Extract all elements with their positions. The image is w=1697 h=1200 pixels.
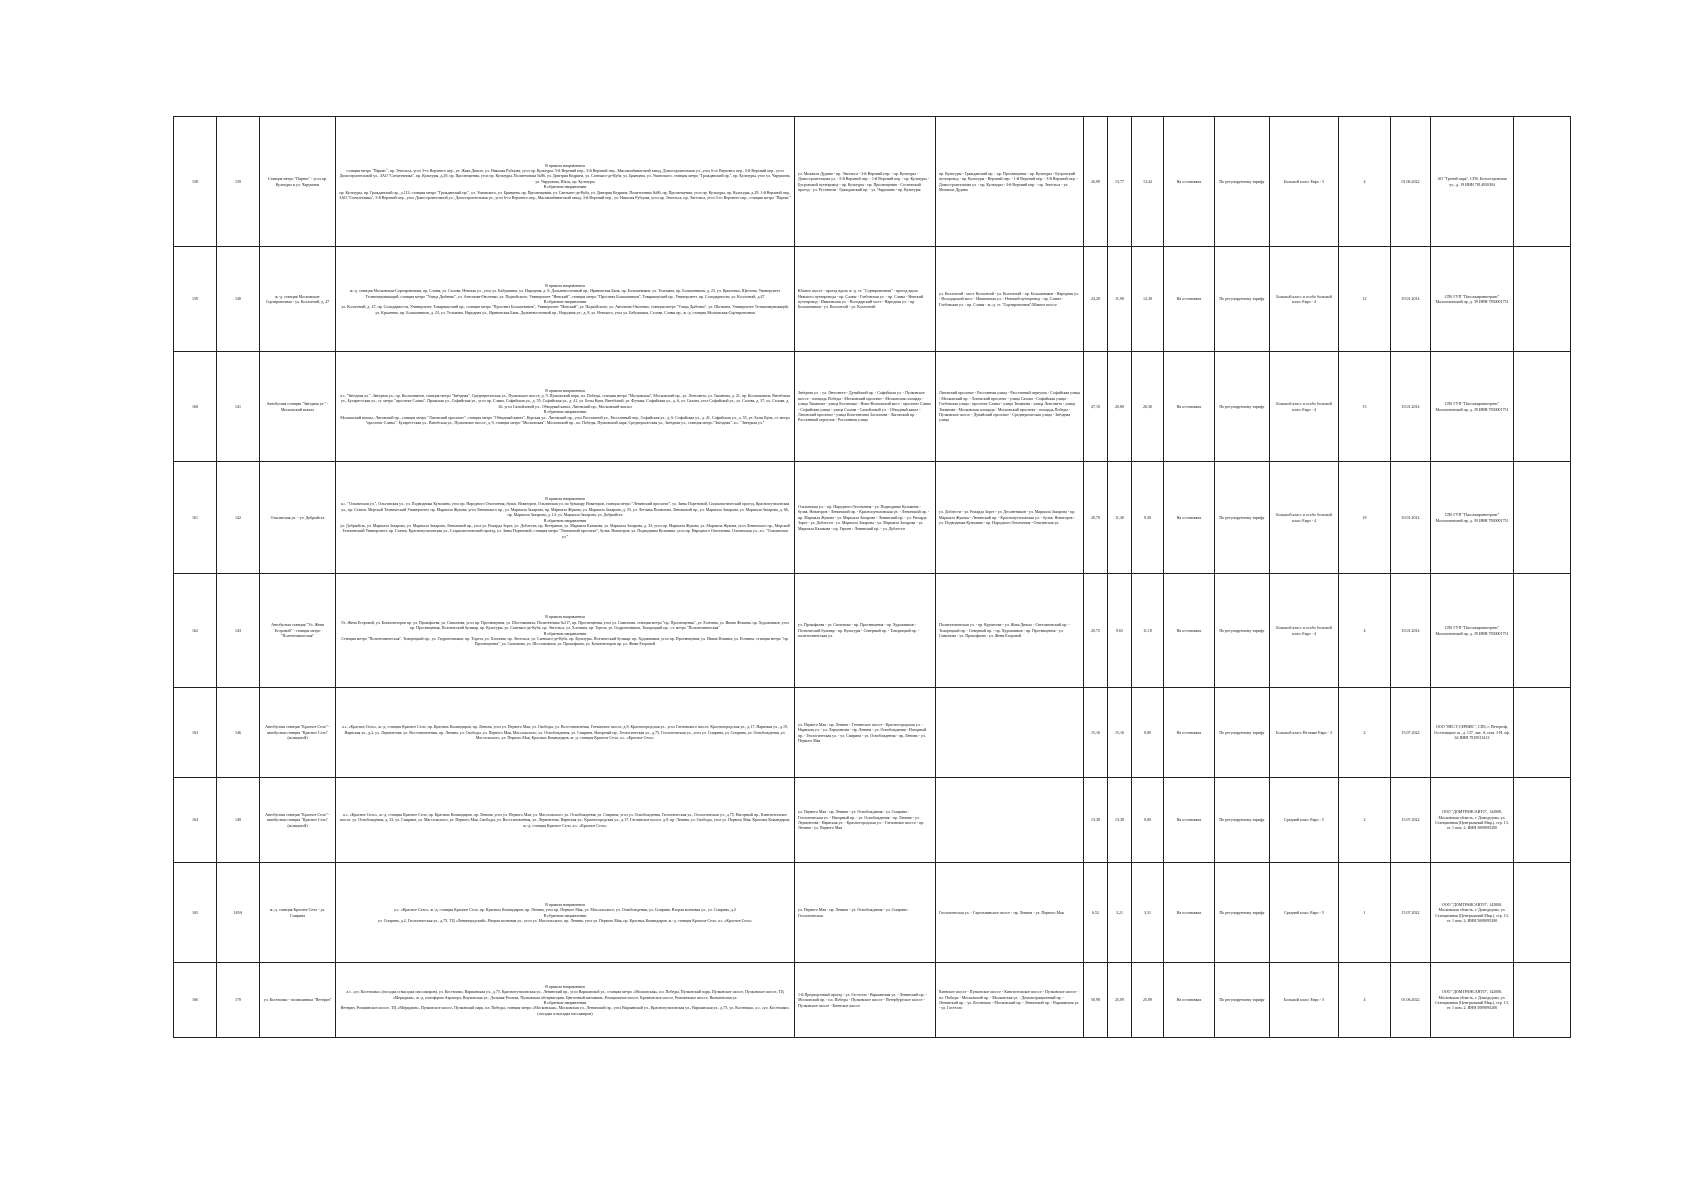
cell-streets-back: Лиговский проспект - Расстанная улица - Расстанный переулок - Софийская улица - Московский пр. - Лиговский проспект - улица Салова - Софийская улица - Глебовская улица - проспект Славы - улица Типанова - улица Ленсовета - улица Типанова - Московская площадь - Московский проспект - площадь Победы - Пулковское шоссе - Дунайский проспект - Среднерогатская улица - Звёздная улица (936, 352, 1084, 462)
cell-name: ж.-д. станция Красное Село - ул. Спирина (260, 863, 336, 963)
cell-len-back: 26,30 (1132, 352, 1164, 462)
route-register-table (173, 116, 1571, 1038)
cell-extra (1514, 247, 1571, 352)
cell-len-fwd: 9,65 (1108, 574, 1132, 688)
cell-len: 13,38 (1084, 778, 1108, 863)
cell-date: 10.01.2014 (1391, 574, 1431, 688)
cell-path: а.с. «Красное Село», ж.-д. станция Красное Село, пр. Красных Командиров, пр. Ленина, угол ул. Первого Мая, ул. Массальского, ул. Освобождения, ул. Спирина, угол ул. Освобождения, Геологическая ул., Геологическая ул., д.75, Нагорный пр., Кингисеппское шоссе, ул. Освобождения, д. 33, ул. Спирина, ул. Массальского, ул. Первого Мая, Свободы, ул. Восстановления, ул. Лермонтова, Нарвская ул., Красногородская ул., д.17, Гатчинское шоссе, д.9, пр. Ленина, ул. Свободы, угол ул. Первого Мая, Красных Командиров, ж.-д. станция Красное Село, а.с. «Красное Село» (336, 778, 795, 863)
cell-class: Большой класс Не ниже Евро - 3 (1270, 688, 1339, 778)
cell-count: 15 (1339, 352, 1391, 462)
cell-date: 10.01.2014 (1391, 352, 1431, 462)
cell-class: Большой класс Евро - 5 (1270, 117, 1339, 247)
cell-class: Большой класс и особо большой класс Евро - 4 (1270, 574, 1339, 688)
table-row (174, 247, 1571, 352)
cell-extra (1514, 963, 1571, 1038)
table-body (174, 117, 1571, 1038)
cell-len: 24,20 (1084, 247, 1108, 352)
cell-streets-back (936, 778, 1084, 863)
cell-date: 15.07.2022 (1391, 863, 1431, 963)
cell-streets-fwd: Звёздная ул. - ул. Ленсовета - Дунайский пр. - Софийская ул. - Пулковское шоссе - площадь Победы - Московский проспект - Московская площадь - улица Типанова - улица Костюшко - Ново-Волковский мост - проспект Славы - Софийская улица - улица Салова - Самойловой ул. - Обводный канал - Лиговский проспект - улица Константина Заслонова - Лиговский пр. - Расстанный переулок - Расстанная улица (795, 352, 936, 462)
cell-class: Средний класс Евро - 5 (1270, 778, 1339, 863)
cell-class: Средний класс Евро - 5 (1270, 863, 1339, 963)
cell-name: Автобусная станция "Звёздная ул." - Московский вокзал (260, 352, 336, 462)
cell-class: Большой класс Евро - 5 (1270, 963, 1339, 1038)
cell-carrier: ООО "ДОМТРАНСАВТО", 142000, Московская область, г. Домодедово, ул. Станционная (Центральный Мкр.), стр. 13, эт. 1 пом. 2, ИНН 5009095200 (1431, 778, 1514, 863)
cell-count: 19 (1339, 462, 1391, 574)
cell-streets-fwd: 1-й Предпортовый проезд - ул. Гастелло - Варшавская ул. - Ленинский пр. - Московский пр. - пл. Победы - Пулковское шоссе - Петербургское шоссе - Пулковское шоссе - Киевское шоссе (795, 963, 936, 1038)
cell-path: В прямом направлении а.с. «ул. Костюшко» (посадка и высадка пассажиров), ул. Костюшко, Варшавская ул., д.75, Краснопутиловская ул., Ленинский пр., угол Варшавской ул., станция метро «Московская», пл. Победы, Пулковский парк, Пулковское шоссе, Пулковское шоссе, ТЦ «Меридиан», ж.-д. платформа Аэропорт, Внуковская ул., Дальняя Рогатка, Пулковская обсерватория, Цветочный питомник, Ротационное шоссе, Кргановское шоссе, Ропшинское шоссе, Вильненская ул. В обратном направлении Ветеран, Ропшинское шоссе, ТЦ «Меридиан», Пулковское шоссе, Пулковский парк, пл. Победы, станция метро «Московская», Московская ул., Ленинский пр., угол Варшавской ул., Краснопутиловская ул., Варшавская ул., д.75, ул. Костюшко, а.с. «ул. Костюшко» (посадка и высадка пассажиров) (336, 963, 795, 1038)
cell-reg: 139 (217, 117, 260, 247)
cell-num: 163 (174, 688, 217, 778)
cell-date: 15.07.2022 (1391, 778, 1431, 863)
cell-extra (1514, 688, 1571, 778)
cell-len-back: 0,00 (1132, 688, 1164, 778)
cell-num: 162 (174, 574, 217, 688)
cell-len: 26,90 (1084, 117, 1108, 247)
cell-boarding: На остановках (1164, 462, 1215, 574)
table-row (174, 778, 1571, 863)
table-row (174, 352, 1571, 462)
table-row (174, 117, 1571, 247)
cell-mode: По регулируемому тарифу (1215, 863, 1270, 963)
cell-boarding: На остановках (1164, 247, 1215, 352)
cell-reg: 146 (217, 688, 260, 778)
cell-mode: По регулируемому тарифу (1215, 117, 1270, 247)
cell-len: 50,98 (1084, 963, 1108, 1038)
cell-len-back: 25,89 (1132, 963, 1164, 1038)
cell-boarding: На остановках (1164, 117, 1215, 247)
cell-reg: 143 (217, 574, 260, 688)
cell-carrier: СПб ГУП "Пассажиравтотранс" Малоохтинский пр. д. 39 ИНН 7830001751 (1431, 352, 1514, 462)
cell-len-fwd: 20,80 (1108, 352, 1132, 462)
cell-carrier: ООО "ДОМТРАНСАВТО", 142000, Московская область, г. Домодедово, ул. Станционная (Центральный Мкр.), стр. 13, эт. 1 пом. 2, ИНН 5009095200 (1431, 963, 1514, 1038)
cell-len-back: 13,42 (1132, 117, 1164, 247)
cell-num: 159 (174, 247, 217, 352)
cell-count: 2 (1339, 688, 1391, 778)
cell-carrier: ООО "ДОМТРАНСАВТО", 142000, Московская область, г. Домодедово, ул. Станционная (Центральный Мкр.), стр. 13, эт. 1 пом. 2, ИНН 5009095200 (1431, 863, 1514, 963)
cell-streets-back: ул. Доблести - ул. Рихарда Зорге - ул. Десантников - ул. Маршала Захарова - пр. Маршала Жукова - Ленинский пр. - Краснопутиловская ул. - бульв. Новаторов - ул. Подводника Кузьмина - пр. Народного Ополчения - Ольгинская ул. (936, 462, 1084, 574)
cell-name: ул. Костюшко - поликлиника "Ветеран" (260, 963, 336, 1038)
cell-len-fwd: 25,09 (1108, 963, 1132, 1038)
cell-count: 2 (1339, 778, 1391, 863)
cell-mode: По регулируемому тарифу (1215, 778, 1270, 863)
cell-name: Станция метро "Парнас" - угол пр. Культуры и ул. Чарушина (260, 117, 336, 247)
cell-len-fwd: 13,38 (1108, 778, 1132, 863)
cell-name: Автобусная станция "Красное Село" - автобусная станция "Красное Село" (кольцевой) (260, 688, 336, 778)
cell-mode: По регулируемому тарифу (1215, 247, 1270, 352)
cell-len: 6,52 (1084, 863, 1108, 963)
cell-streets-fwd: ул. Первого Мая - пр. Ленина - ул. Освобождения - ул. Спирина - Геологическая ул. - Нагорный пр. - ул. Освобождения - пр. Ленина - ул. Лермонтова - Нарвская ул. - Красногородская ул. - Гатчинское шоссе - пр. Ленина - ул. Первого Мая (795, 778, 936, 863)
cell-boarding: На остановках (1164, 352, 1215, 462)
table-row (174, 963, 1571, 1038)
cell-path: В прямом направлении а.с. "Ольгинская ул.", Ольгинская ул., ул. Подводника Кузьмина, угол пр. Народного Ополчения, бульв. Новаторов, Ольгинская ул. по бульвару Новаторов, станция метро "Ленинский проспект", ул. Зины Портновой, Социалистический проезд, Краснопутиловская ул., пр. Стачек, Морской Технический Университет, пр. Маршала Жукова, угол Ленинского пр., ул. Маршала Захарова, пр. Маршала Жукова, ул. Маршала Захарова, д. 33, ул. Летчика Пилютова, Ленинский пр., ул. Маршала Захарова, ул. Маршала Захарова, д. 66, пр. Маршала Захарова, д. 14, ул. Маршала Захарова, ул. Добрыйсть В обратном направлении ул. Добрыйсть, ул. Маршала Захарова, ул. Маршала Захарова, Ленинский пр., угол ул. Рихарда Зорге, ул. Доблести, пр. Ветеранов, ул. Маршала Казакова, ул. Маршала Захарова, д. 33, угол пр. Маршала Жукова, ул. Маршала Жукова, угол Ленинского пр., Морской Технический Университет, пр. Стачек, Краснопутиловская ул., Социалистический проезд, ул. Зины Портновой, станция метро "Ленинский проспект", бульв. Новаторов, ул. Подводника Кузьмина, угол пр. Народного Ополчения, Ольгинская ул., а.с. "Ольгинская ул." (336, 462, 795, 574)
cell-extra (1514, 352, 1571, 462)
cell-len: 20,70 (1084, 462, 1108, 574)
cell-mode: По регулируемому тарифу (1215, 963, 1270, 1038)
cell-carrier: СПб ГУП "Пассажиравтотранс" Малоохтинский пр. д. 39 ИНН 7830001751 (1431, 574, 1514, 688)
cell-boarding: На остановках (1164, 688, 1215, 778)
cell-streets-back (936, 688, 1084, 778)
cell-streets-back: ул. Коллонтай - мост Коллонтай - ул. Коллонтай - пр. Большевиков - Народная ул. - Володарский мост - Ивановская ул. - Невский путепровод - пр. Славы - Глебовская ул. - пр. Славы - ж.-д. ст. "Сортировочная"/Южное шоссе (936, 247, 1084, 352)
cell-extra (1514, 863, 1571, 963)
cell-mode: По регулируемому тарифу (1215, 688, 1270, 778)
table-row (174, 574, 1571, 688)
cell-extra (1514, 117, 1571, 247)
cell-streets-back: Геологическая ул. - Стрельнинское шоссе - пр. Ленина - ул. Первого Мая (936, 863, 1084, 963)
cell-streets-fwd: ул. Первого Мая - пр. Ленина - ул. Освобождения - ул. Спирина - Геологическая (795, 863, 936, 963)
cell-date: 10.01.2014 (1391, 247, 1431, 352)
cell-boarding: На остановках (1164, 574, 1215, 688)
cell-class: Большой класс и особо большой класс Евро - 4 (1270, 247, 1339, 352)
cell-len: 15,16 (1084, 688, 1108, 778)
cell-date: 01.06.2022 (1391, 117, 1431, 247)
cell-class: Большой класс и особо большой класс Евро - 4 (1270, 352, 1339, 462)
cell-carrier: АО "Третий парк", СПб, Белоостровская ул., д. 19 ИНН 7814030304 (1431, 117, 1514, 247)
cell-len-back: 9,30 (1132, 462, 1164, 574)
cell-streets-fwd: ул. Первого Мая - пр. Ленина - Гатчинское шоссе - Красногородская ул. - Нарвская ул. - ул. Лермонтова - пр. Ленина - ул. Освобождения - Нагорный пр. - Геологическая ул. - ул. Спирина - ул. Освобождения - пр. Ленина - ул. Первого Мая (795, 688, 936, 778)
cell-count: 12 (1339, 247, 1391, 352)
cell-path: В прямом направлении ж.-д. станция Московская-Сортировочная, пр. Славы, ул. Салова, Невская ул., угол ул. Бабушкина, ул. Народная, д. 8, Дальневосточный пр., Ириновская Банк, пр. Большевиков, ул. Тельмана, пр. Большевиков, д. 23, ул. Крыленко, Щеглова, Университет Телекоммуникаций, станция метро "Улица Дыбенко", ул. Антонова-Овсеенко, ул. Подвойского, Университет "Невский", станция метро "Проспект Большевиков", Товарищеский пр., Университет, пр. Солидарности, ул. Коллонтай, д.47 В обратном направлении ул. Коллонтай, д. 47, пр. Солидарности, Университет, Товарищеский пр., станция метро "Проспект Большевиков", Университет "Невский", ул. Подвойского, ул. Антонова-Овсеенко, станция метро "Улица Дыбенко", ул. Шотмана, Университет Телекоммуникаций, ул. Крыленко, пр. Большевиков, д. 23, ул. Тельмана, Народная ул., Ириновская Банк, Дальневосточный пр., Народная ул., д. 8, ул. Невского, угол ул. Бабушкина, Салова, Славы пр., ж.-д. станция Московская-Сортировочная (336, 247, 795, 352)
cell-len-back: 11,10 (1132, 574, 1164, 688)
cell-date: 10.01.2014 (1391, 462, 1431, 574)
cell-reg: 149 (217, 778, 260, 863)
cell-reg: 141 (217, 352, 260, 462)
cell-num: 161 (174, 462, 217, 574)
cell-num: 158 (174, 117, 217, 247)
cell-len-back: 0,00 (1132, 778, 1164, 863)
cell-name: Автобусная станция "Ул. Жени Егоровой" - станция метро "Политехническая" (260, 574, 336, 688)
cell-count: 1 (1339, 863, 1391, 963)
cell-streets-fwd: ул. Михаила Дудина - пр. Энгельса - 3-й Верхний пер. - пр. Культуры - Домостроительная ул. - 5-й Верхний пер. - 1-й Верхний пер. - пр. Культуры - Бугровский путепровод - пр. Культуры - пр. Просвещения - Сосновский проезд - ул. Руставели - Гражданский пр. - ул. Чарушина - пр. Культуры (795, 117, 936, 247)
cell-carrier: СПб ГУП "Пассажиравтотранс" Малоохтинский пр. д. 39 ИНН 7830001751 (1431, 247, 1514, 352)
cell-streets-back: Киевское шоссе - Пулковское шоссе - Кингисеппское шоссе - Пулковское шоссе - пл. Победы - Московский пр. - Московская ул. - Демонстрационный пр. - Ленинский пр. - ул. Костюшко - Московский пр. - Ленинский пр. - Варшавская ул. - ул. Гастелло (936, 963, 1084, 1038)
cell-reg: 140 (217, 247, 260, 352)
cell-extra (1514, 462, 1571, 574)
cell-path: В прямом направлении станция метро "Парнас", пр. Энгельса, угол 3-го Верхнего пер., ул. Жака Дюкло, ул. Николая Рубцова, угол пр. Культуры, 5-й Верхний пер., 3-й Верхний пер., Мясокомбинатский завод, Домостроительная ул., угол 6-го Верхнего пер., 5-й Верхний пер., угол Домостроительной ул., ЗАО "Спецтехника", пр. Культуры, д.29, пр. Просвещения, угол пр. Культуры, Политехника №86, ул. Дмитрия Кедрина, ул. Сантьяго-де-Куба, ул. Брянцева, ул. Ушинского, станция метро "Гражданский пр.", пр. Культуры, угол ул. Чарушина, ул. Чарушина, Шаль, пр. Культуры В обратном направлении пр. Культуры, пр. Гражданский пр., д.113, станция метро "Гражданский пр.", ул. Ушинского, ул. Брянцева, пр. Просвещения, ул. Сантьяго-де-Куба, ул. Дмитрия Кедрина, Политехника №86, пр. Просвещения, угол пр. Культуры, пр. Культуры, д.29, 1-й Верхний пер., ЗАО "Спецтехника", 5-й Верхний пер., угол Домостроительной ул., Домостроительная ул., угол 6-го Верхнего пер., Мясокомбинатский завод, 3-й Верхний пер., ул. Николая Рубцова, угол пр. Энгельса, пр. Энгельса, угол 3-го Верхнего пер., станция метро "Парнас" (336, 117, 795, 247)
cell-date: 01.06.2022 (1391, 963, 1431, 1038)
cell-mode: По регулируемому тарифу (1215, 462, 1270, 574)
cell-reg: 142 (217, 462, 260, 574)
cell-streets-fwd: ул. Прокофьева - ул. Симонова - пр. Просвещения - пр. Художников - Поэтический бульвар - пр. Культуры - Северный пр. - Тихорецкий пр. - политехническая ул. (795, 574, 936, 688)
cell-reg: 170 (217, 963, 260, 1038)
cell-num: 164 (174, 778, 217, 863)
table-row (174, 462, 1571, 574)
cell-len-fwd: 3,21 (1108, 863, 1132, 963)
cell-path: В прямом направлении Ул. Жени Егоровой, ул. Композиторов пр. ул. Прокофьева, ул. Симонова, угол пр. Просвещения, ул. Шостаковича, Политехника №117, пр. Просвещения, угол ул. Симонова, станция метро "пр. Просвещения", ул. Есенина, ул. Ивана Фомина, пр. Художников, угол пр. Просвещения, Поэтический бульвар, пр. Культуры, ул. Сантьяго-де-Куба, пр. Энгельса, ул. Хлопина, пр. Тореза, ул. Гидротехников, Тихорецкий пр., ст. метро "Политехническая" В обратном направлении Станция метро "Политехническая", Тихорецкий пр., ул. Гидротехников, пр. Тореза, ул. Хлопина, пр. Энгельса, ул. Сантьяго-де-Куба, пр. Культуры, Поэтический бульвар, пр. Художников, угол пр. Просвещения, ул. Ивана Фомина, ул. Есенина, станция метро "пр. Просвещения", ул. Симонова, ул. Шостаковича, ул. Прокофьева, ул. Композиторов пр. ул. Жени Егоровой (336, 574, 795, 688)
cell-boarding: На остановках (1164, 963, 1215, 1038)
cell-len-back: 3,31 (1132, 863, 1164, 963)
cell-extra (1514, 574, 1571, 688)
cell-boarding: На остановках (1164, 778, 1215, 863)
cell-count: 4 (1339, 963, 1391, 1038)
cell-num: 166 (174, 963, 217, 1038)
cell-boarding: На остановках (1164, 863, 1215, 963)
cell-reg: 149А (217, 863, 260, 963)
cell-len-fwd: 11,90 (1108, 247, 1132, 352)
cell-streets-fwd: Ольгинская ул. - пр. Народного Ополчения - ул. Подводника Кузьмина - бульв. Новаторов - Ленинский пр. - Краснопутиловская ул. - Ленинский пр. - пр. Маршала Жукова - ул. Маршала Захарова - Ленинский пр. - ул. Рихарда Зорге - ул. Доблести - ул. Маршала Захарова - ул. Маршала Захарова - ул. Маршала Казакова - пр. Героев - Ленинский пр. - ул. Доблести (795, 462, 936, 574)
table-row (174, 863, 1571, 963)
cell-extra (1514, 778, 1571, 863)
table-row (174, 688, 1571, 778)
cell-mode: По регулируемому тарифу (1215, 352, 1270, 462)
cell-carrier: ООО "ВЕСТ-СЕРВИС", СПб, г. Петергоф, Гостилицкое ш., д. 137, лит. А, пом. 1-Н, оф. 62 ИНН 7819013413 (1431, 688, 1514, 778)
cell-len-fwd: 15,16 (1108, 688, 1132, 778)
cell-len-back: 12,30 (1132, 247, 1164, 352)
cell-count: 4 (1339, 117, 1391, 247)
cell-len-fwd: 13,77 (1108, 117, 1132, 247)
cell-name: Ольгинская ул. - ул. Добрыйсть (260, 462, 336, 574)
cell-path: В прямом направлении а.с. "Звёздная ул.", Звёздная ул., пр. Космонавтов, станция метро "Звёздная", Среднерогатская ул., Пулковское шоссе, д. 9, Пулковский парк, пл. Победы, станция метро "Московская", Московский пр., ул. Ленсовета, ул. Типанова, д. 21, пр. Космонавтов, Витебская ул., Бухарестская ул., ст. метро "проспект Славы", Пражская ул., Софийская ул., угол пр. Славы, Софийская ул., д. 55, Софийская ул., д. 41, ул. Белы Куна, Витебский, ул. Фучика, Софийская ул., д. 6, ул. Салова, угол Софийской ул., ул. Салова, д. 37, ул. Салова, д. 26, угол Самойловой ул., Обводный канал, Лиговский пр., Московский вокзал В обратном направлении Московский вокзал, Лиговский пр., станция метро "Лиговский проспект", станция метро "Обводный канал", Курская ул., Лиговский пр., угол Расстанной ул., Расстанный пер., Софийская ул., д. 6, Софийская ул., д. 41, Софийская ул., д. 55, ул. Белы Куна, ст. метро "проспект Славы", Бухарестская ул., Витебская ул., Пулковское шоссе, д. 9, станция метро "Московская", Московский пр., пл. Победы, Пулковский парк, Среднерогатская ул., Звёздная ул., станция метро "Звёздная", а.с. "Звёздная ул." (336, 352, 795, 462)
cell-streets-fwd: Южное шоссе - проезд вдоль ж.-д. ст. "Сортировочная" - проезд вдоль Невского путепровода - пр. Славы - Глебовская ул. - пр. Славы - Невский путепровод - Ивановская ул. - Володарский мост - Народная ул. - пр. Большевиков - ул. Коллонтай - ул. Коллонтай (795, 247, 936, 352)
cell-date: 15.07.2022 (1391, 688, 1431, 778)
cell-len: 20,75 (1084, 574, 1108, 688)
cell-num: 165 (174, 863, 217, 963)
cell-path: а.с. «Красное Село», ж.-д. станция Красное Село, пр. Красных Командиров, пр. Ленина, угол ул. Первого Мая, ул. Свободы, ул. Восстановления, Гатчинское шоссе, д.9, Красногородская ул., угол Гатчинского шоссе, Красногородская ул., д.17, Нарвская ул., д.19, Нарвская ул., д.2, ул. Лермонтова, ул. Восстановления, пр. Ленина, ул. Свободы, ул. Первого Мая, Массальского, ул. Освобождения, ул. Спирина, Нагорный пр., Геологическая ул., д.75, Геологическая ул., угол ул. Спирина, ул. Спирина, ул. Освобождения, ул. Массальского, ул. Первого Мая, Красных Командиров, ж.-д. станция Красное Село, а.с. «Красное Село» (336, 688, 795, 778)
cell-len: 47,10 (1084, 352, 1108, 462)
cell-len-fwd: 11,40 (1108, 462, 1132, 574)
cell-class: Большой класс и особо большой класс Евро - 4 (1270, 462, 1339, 574)
cell-carrier: СПб ГУП "Пассажиравтотранс" Малоохтинский пр. д. 39 ИНН 7830001751 (1431, 462, 1514, 574)
cell-mode: По регулируемому тарифу (1215, 574, 1270, 688)
cell-count: 4 (1339, 574, 1391, 688)
cell-name: ж.-д. станция Московская-Сортировочная - ул. Коллонтай, д. 47 (260, 247, 336, 352)
cell-name: Автобусная станция "Красное Село" - автобусная станция "Красное Село" (кольцевой) (260, 778, 336, 863)
cell-streets-back: пр. Культуры - Гражданский пр. - пр. Просвещения - пр. Культуры - Бугровский путепровод - пр. Культуры - Верхний пер. - 1-й Верхний пер. - 3-й Верхний пер. - Домостроительная ул. - пр. Культуры - 3-й Верхний пер. - пр. Энгельса - ул. Михаила Дудина (936, 117, 1084, 247)
cell-path: В прямом направлении а.с. «Красное Село», ж.-д. станция Красное Село, пр. Красных Командиров, пр. Ленина, угол пр. Первого Мая, ул. Массальского, ул. Освобождения, ул. Спирина, Вторая волновая ул., ул. Спирина, д.2 В обратном направлении ул. Спирина, д.2, Геологическая ул., д.75, ТЦ «Ленинградский», Вторая волновая ул., угол ул. Массальского, пр. Ленина, угол ул. Первого Мая, пр. Красных Командиров, ж.-д. станция Красное Село, а.с. «Красное Село» (336, 863, 795, 963)
cell-streets-back: Политехническая ул. - пр. Курчатова - ул. Жака Дюкло - Светлановский пр. - Тихорецкий пр. - Северный пр. - пр. Художников - пр. Просвещения - ул. Симонова - ул. Прокофьева - ул. Жени Егоровой (936, 574, 1084, 688)
cell-num: 160 (174, 352, 217, 462)
